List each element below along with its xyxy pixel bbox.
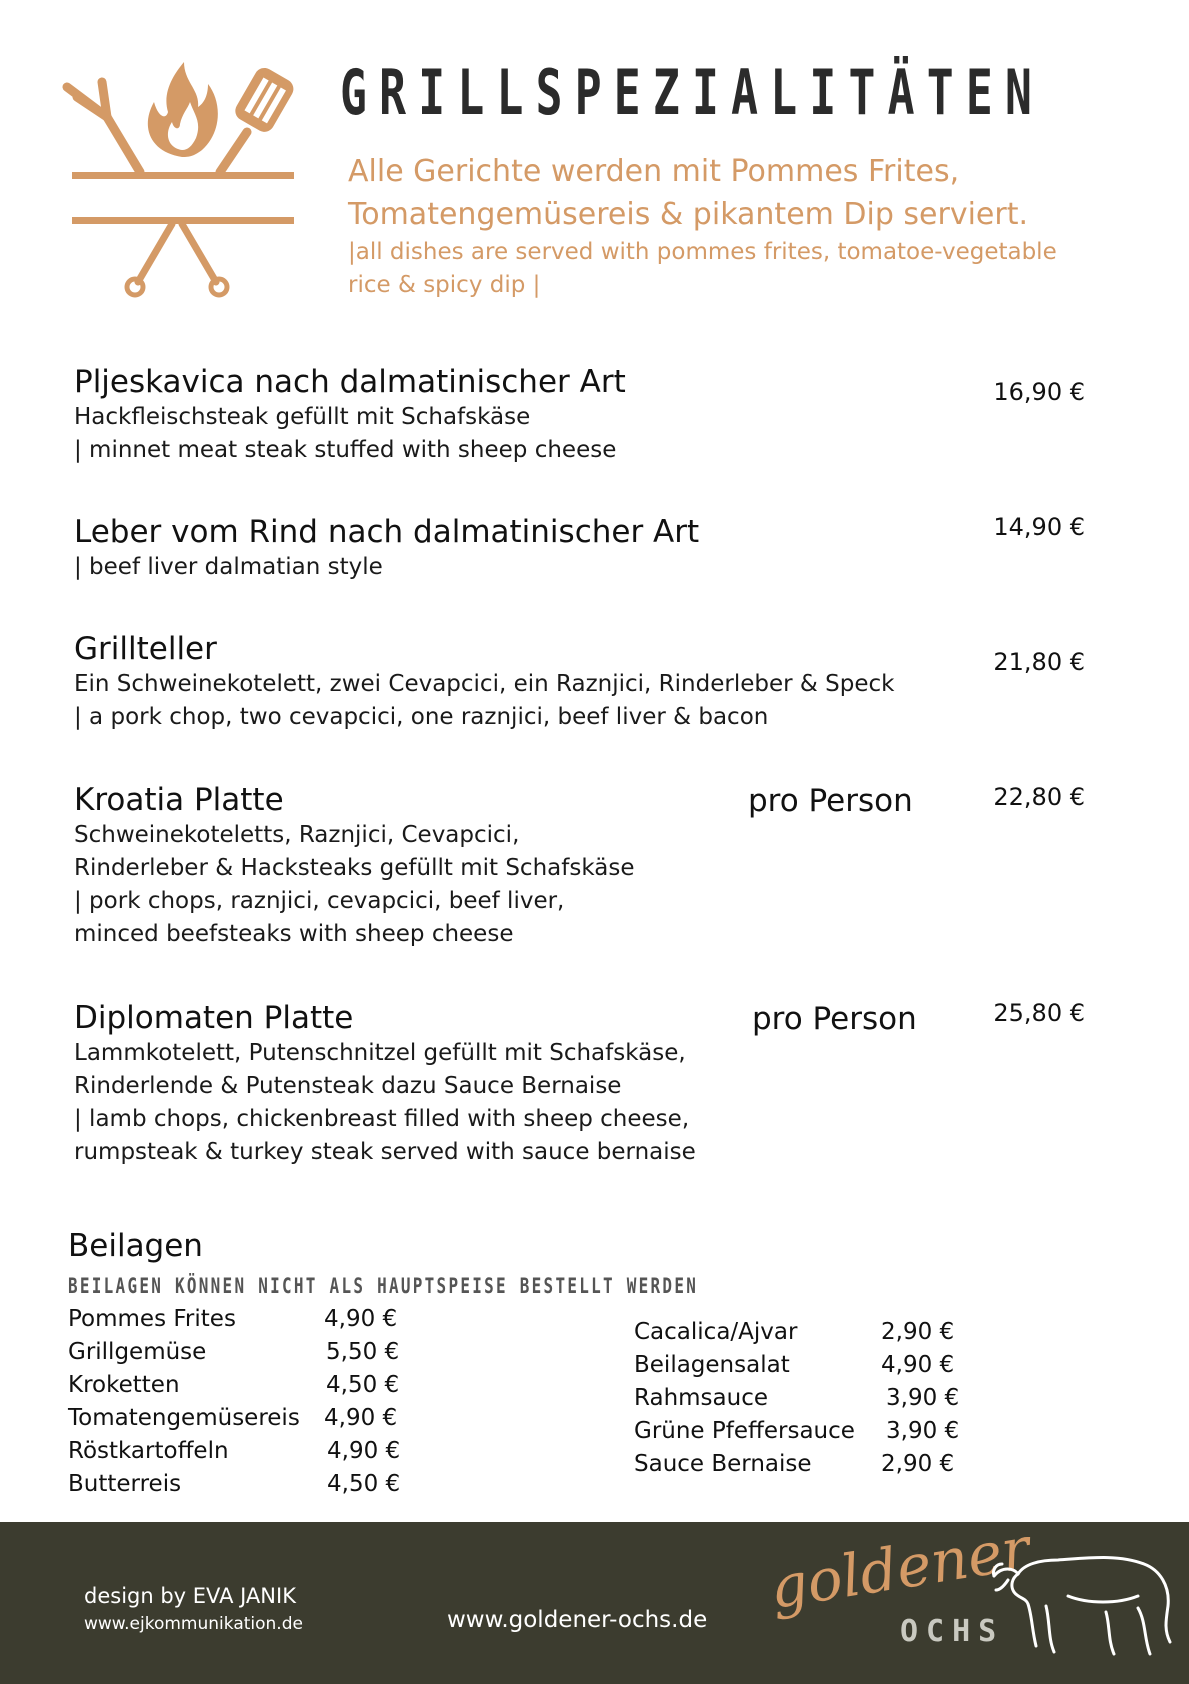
side-item — [634, 1348, 959, 1381]
dish-item — [74, 781, 634, 951]
dish-description: | beef liver dalmatian style — [74, 554, 383, 580]
side-item — [634, 1381, 959, 1414]
dish-description: Ein Schweinekotelett, zwei Cevapcici, ein Raznjici, Rinderleber & Speck — [74, 671, 895, 697]
side-name: Cacalica/Ajvar — [634, 1318, 798, 1345]
side-price: 4,50 € — [326, 1371, 400, 1398]
bull-icon — [988, 1546, 1178, 1666]
dish-description: rumpsteak & turkey steak served with sauce bernaise — [74, 1139, 696, 1165]
dish-description: | minnet meat steak stuffed with sheep cheese — [74, 437, 617, 463]
subtitle-english: |all dishes are served with pommes frites, tomatoe-vegetable rice & spicy dip | — [348, 239, 1057, 298]
dish-name: Grillteller — [74, 631, 217, 667]
side-price: 4,50 € — [327, 1470, 401, 1497]
side-name: Tomatengemüsereis — [68, 1404, 300, 1431]
dish-name: Diplomaten Platte — [74, 1000, 354, 1036]
dish-description: Schweinekoteletts, Raznjici, Cevapcici, — [74, 822, 520, 848]
side-name: Sauce Bernaise — [634, 1450, 812, 1477]
dish-price: 21,80 € — [993, 648, 1085, 676]
side-price: 5,50 € — [326, 1338, 400, 1365]
dish-item — [74, 363, 626, 467]
page-title: GRILLSPEZIALITÄTEN — [340, 56, 1045, 129]
side-name: Grüne Pfeffersauce — [634, 1417, 855, 1444]
sides-list-left — [68, 1302, 400, 1500]
side-price: 2,90 € — [881, 1318, 955, 1345]
side-item — [68, 1368, 400, 1401]
dish-description: Lammkotelett, Putenschnitzel gefüllt mit Schafskäse, — [74, 1040, 686, 1066]
brand-word-text: OCHS — [900, 1614, 1005, 1649]
side-price: 4,90 € — [324, 1305, 398, 1332]
dish-price: 14,90 € — [993, 513, 1085, 541]
dish-description: Hackfleischsteak gefüllt mit Schafskäse — [74, 404, 531, 430]
dish-item — [74, 630, 894, 734]
footer — [0, 1513, 1189, 1684]
dish-description: Rinderleber & Hacksteaks gefüllt mit Schafskäse — [74, 855, 635, 881]
dish-price: 16,90 € — [993, 378, 1085, 406]
dish-description: | lamb chops, chickenbreast filled with sheep cheese, — [74, 1106, 690, 1132]
side-name: Pommes Frites — [68, 1305, 236, 1332]
side-item — [634, 1414, 959, 1447]
side-item — [68, 1302, 400, 1335]
side-price: 4,90 € — [327, 1437, 401, 1464]
dish-item — [74, 999, 696, 1169]
side-name: Rahmsauce — [634, 1384, 769, 1411]
per-person-label: pro Person — [748, 783, 913, 819]
dish-price: 22,80 € — [993, 783, 1085, 811]
side-name: Kroketten — [68, 1371, 180, 1398]
sides-title: Beilagen — [68, 1228, 203, 1264]
side-name: Butterreis — [68, 1470, 182, 1497]
side-item — [68, 1401, 400, 1434]
side-name: Grillgemüse — [68, 1338, 207, 1365]
side-item — [68, 1467, 400, 1500]
grill-fork-spatula-flame-icon — [62, 62, 307, 302]
side-item — [68, 1335, 400, 1368]
brand-logo — [765, 1513, 1175, 1676]
dish-description: | pork chops, raznjici, cevapcici, beef liver, — [74, 888, 565, 914]
side-price: 3,90 € — [886, 1417, 960, 1444]
side-name: Röstkartoffeln — [68, 1437, 229, 1464]
dish-name: Kroatia Platte — [74, 782, 284, 818]
side-name: Beilagensalat — [634, 1351, 790, 1378]
side-price: 2,90 € — [881, 1450, 955, 1477]
side-price: 3,90 € — [886, 1384, 960, 1411]
side-price: 4,90 € — [324, 1404, 398, 1431]
subtitle-german: Alle Gerichte werden mit Pommes Frites, Tomatengemüsereis & pikantem Dip serviert. — [348, 154, 1029, 232]
dish-description: Rinderlende & Putensteak dazu Sauce Bernaise — [74, 1073, 622, 1099]
dish-description: | a pork chop, two cevapcici, one raznjici, beef liver & bacon — [74, 704, 769, 730]
sides-list-right — [634, 1315, 959, 1480]
dish-description: minced beefsteaks with sheep cheese — [74, 921, 514, 947]
dish-name: Pljeskavica nach dalmatinischer Art — [74, 364, 626, 400]
designer-website-link[interactable]: www.ejkommunikation.de — [84, 1614, 303, 1634]
dish-name: Leber vom Rind nach dalmatinischer Art — [74, 514, 700, 550]
sides-note: BEILAGEN KÖNNEN NICHT ALS HAUPTSPEISE BESTELLT WERDEN — [68, 1274, 699, 1298]
side-item — [634, 1315, 959, 1348]
side-item — [634, 1447, 959, 1480]
per-person-label: pro Person — [752, 1001, 917, 1037]
dish-item — [74, 513, 699, 584]
side-price: 4,90 € — [881, 1351, 955, 1378]
brand-script-text: goldener — [765, 1513, 1035, 1622]
design-credit: design by EVA JANIK — [84, 1584, 296, 1608]
side-item — [68, 1434, 400, 1467]
restaurant-website-link[interactable]: www.goldener-ochs.de — [447, 1607, 708, 1633]
dish-price: 25,80 € — [993, 999, 1085, 1027]
